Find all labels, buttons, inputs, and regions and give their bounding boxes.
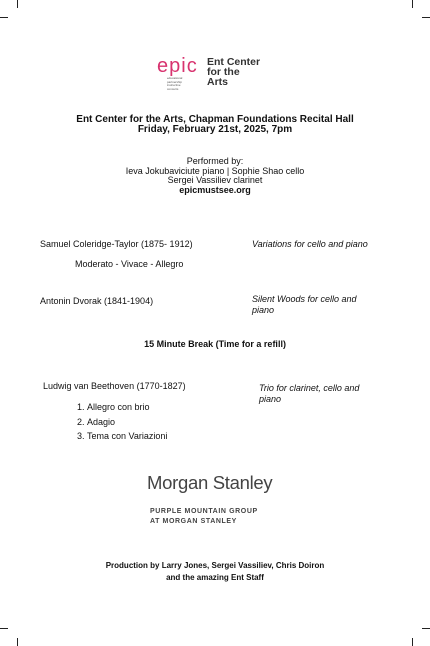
header-logos [155, 55, 280, 95]
work-variations: Variations for cello and piano [252, 239, 368, 249]
ent-center-logo: Ent Center for the Arts [207, 56, 261, 88]
composer-dvorak: Antonin Dvorak (1841-1904) [40, 296, 154, 306]
website-link[interactable]: epicmustsee.org [179, 184, 251, 195]
crop-mark-top-right [412, 0, 413, 8]
epic-logo: epic [157, 55, 198, 77]
composer-beethoven: Ludwig van Beethoven (1770-1827) [43, 381, 186, 391]
list-item: 2. Adagio [87, 415, 167, 430]
event-header [0, 115, 430, 135]
work-trio: Trio for clarinet, cello and piano [259, 383, 360, 404]
beethoven-movements [75, 400, 167, 444]
performers-line-1: Ieva Jokubaviciute piano | Sophie Shao cello [125, 165, 305, 176]
performers-label: Performed by: [186, 156, 244, 166]
work-silent-woods: Silent Woods for cello and piano [252, 294, 357, 315]
crop-mark-bottom-left [17, 638, 18, 646]
performers-line-2: Sergei Vassiliev clarinet [167, 175, 263, 186]
list-item: 3. Tema con Variazioni [87, 429, 167, 444]
crop-mark-top-left-h [0, 17, 8, 18]
crop-mark-bottom-right [412, 638, 413, 646]
event-date: Friday, February 21st, 2025, 7pm [137, 124, 293, 135]
composer-coleridge-taylor: Samuel Coleridge-Taylor (1875- 1912) [40, 239, 193, 249]
performers-block [0, 157, 430, 195]
sponsor-group: PURPLE MOUNTAIN GROUP AT MORGAN STANLEY [150, 508, 258, 525]
crop-mark-top-right-h [422, 17, 430, 18]
crop-mark-bottom-left-h [0, 628, 8, 629]
venue-title: Ent Center for the Arts, Chapman Foundations Recital Hall [76, 114, 354, 125]
epic-logo-tagline: educational partnership instructive concerts [167, 76, 183, 91]
morgan-stanley-logo: Morgan Stanley [147, 472, 273, 493]
intermission-note: 15 Minute Break (Time for a refill) [144, 339, 286, 349]
production-credits: Production by Larry Jones, Sergei Vassiliev, Chris Doiron and the amazing Ent Staff [105, 561, 325, 582]
list-item: 1. Allegro con brio [87, 400, 167, 415]
movement-moderato: Moderato - Vivace - Allegro [75, 259, 184, 269]
crop-mark-bottom-right-h [422, 628, 430, 629]
crop-mark-top-left [17, 0, 18, 8]
